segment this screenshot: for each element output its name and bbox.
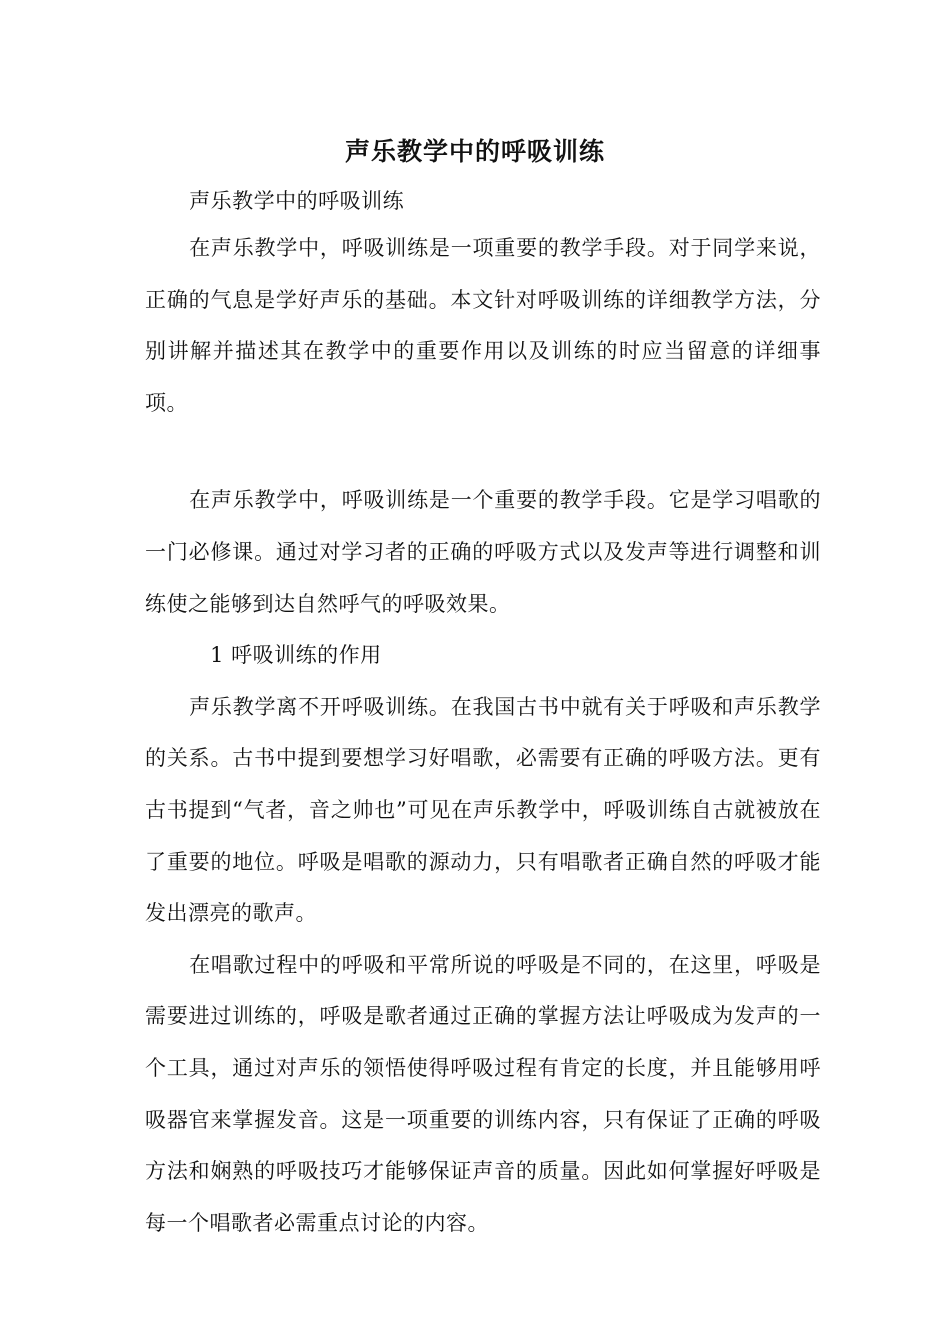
paragraph-overview: 在声乐教学中，呼吸训练是一个重要的教学手段。它是学习唱歌的一门必修课。通过对学习者的正确的呼吸方式以及发声等进行调整和训练使之能够到达自然呼气的呼吸效果。	[145, 488, 821, 616]
document-title: 声乐教学中的呼吸训练	[344, 137, 605, 166]
document-body	[145, 183, 821, 1249]
paragraph-history: 声乐教学离不开呼吸训练。在我国古书中就有关于呼吸和声乐教学的关系。古书中提到要想学习好唱歌，必需要有正确的呼吸方法。更有古书提到“气者，音之帅也”可见在声乐教学中，呼吸训练自古就被放在了重要的地位。呼吸是唱歌的源动力，只有唱歌者正确自然的呼吸才能发出漂亮的歌声。	[145, 694, 821, 926]
paragraph-intro: 在声乐教学中，呼吸训练是一项重要的教学手段。对于同学来说，正确的气息是学好声乐的基础。本文针对呼吸训练的详细教学方法，分别讲解并描述其在教学中的重要作用以及训练的时应当留意的详细事项。	[145, 236, 821, 415]
document-subtitle: 声乐教学中的呼吸训练	[189, 189, 405, 213]
section-heading: 1 呼吸训练的作用	[210, 643, 382, 668]
paragraph-singing-breath: 在唱歌过程中的呼吸和平常所说的呼吸是不同的，在这里，呼吸是需要进过训练的，呼吸是歌者通过正确的掌握方法让呼吸成为发声的一个工具，通过对声乐的领悟使得呼吸过程有肯定的长度，并且能够用呼吸器官来掌握发音。这是一项重要的训练内容，只有保证了正确的呼吸方法和娴熟的呼吸技巧才能够保证声音的质量。因此如何掌握好呼吸是每一个唱歌者必需重点讨论的内容。	[145, 952, 821, 1235]
